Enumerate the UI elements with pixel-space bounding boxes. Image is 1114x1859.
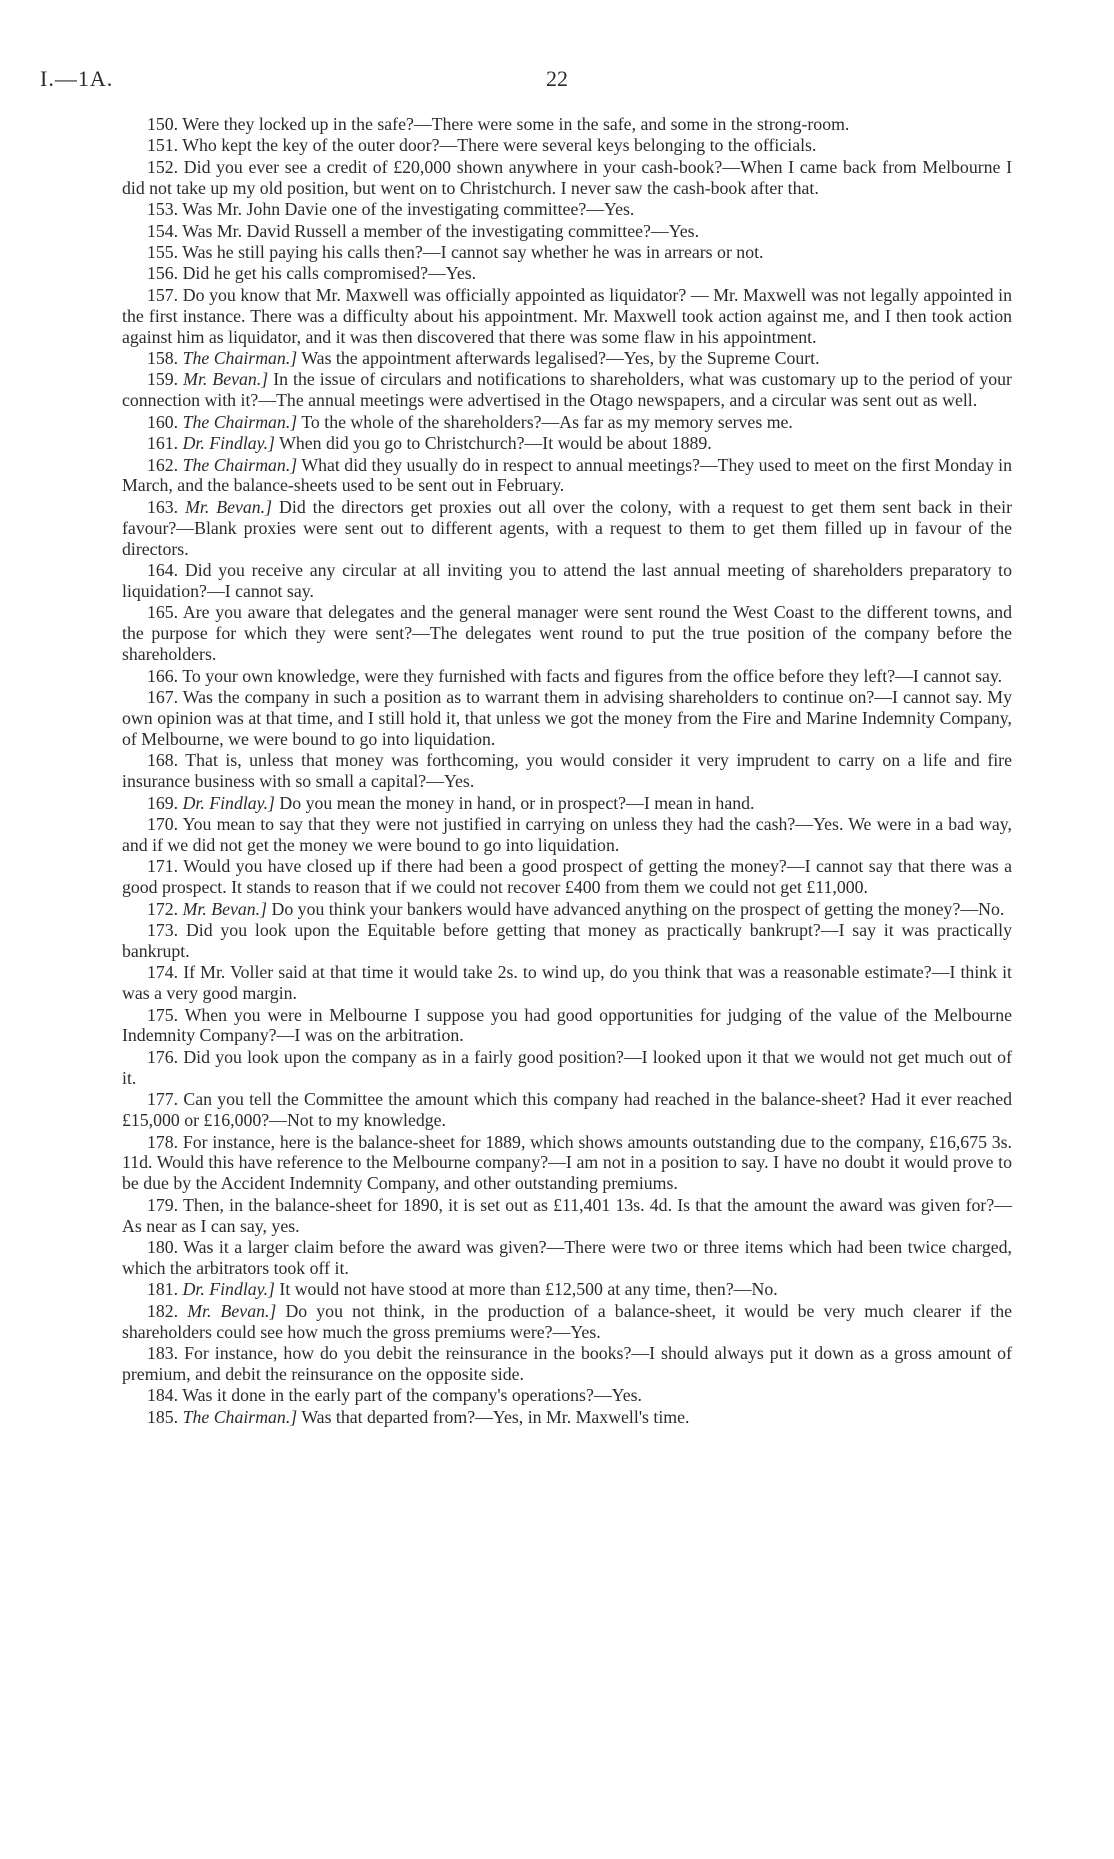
question-answer-paragraph bbox=[122, 687, 1012, 750]
question-answer-paragraph bbox=[122, 1301, 1012, 1343]
paragraph-text: Did you look upon the Equitable before getting that money as practically bankrupt?—I say it was practically bankrupt. bbox=[122, 919, 1012, 961]
question-answer-paragraph bbox=[122, 199, 1012, 220]
paragraph-text: Was it a larger claim before the award was given?—There were two or three items which had been twice charged, which the arbitrators took off it. bbox=[122, 1237, 1013, 1278]
question-answer-paragraph bbox=[122, 242, 1012, 263]
paragraph-text: Did you look upon the company as in a fairly good position?—I looked upon it that we would not get much out of it. bbox=[122, 1046, 1012, 1088]
paragraph-text: Were they locked up in the safe?—There were some in the safe, and some in the strong-room. bbox=[182, 114, 850, 134]
question-answer-paragraph bbox=[122, 1385, 1012, 1406]
paragraph-text: You mean to say that they were not justified in carrying on unless they had the cash?—Yes. We were in a bad way, and if we did not get the money we were bound to go into liquidation. bbox=[122, 813, 1012, 855]
question-number: 157. bbox=[147, 284, 179, 305]
speaker-label: The Chairman.] bbox=[182, 454, 298, 475]
paragraph-text: Was it done in the early part of the company's operations?—Yes. bbox=[182, 1385, 642, 1406]
question-number: 178. bbox=[147, 1131, 179, 1152]
question-number: 180. bbox=[147, 1237, 179, 1258]
question-number: 159. bbox=[147, 369, 179, 390]
question-number: 182. bbox=[147, 1300, 179, 1321]
question-number: 153. bbox=[147, 199, 179, 220]
speaker-label: Mr. Bevan.] bbox=[185, 496, 273, 517]
question-answer-paragraph bbox=[122, 962, 1012, 1004]
question-answer-paragraph bbox=[122, 856, 1012, 898]
paragraph-text: Do you mean the money in hand, or in prospect?—I mean in hand. bbox=[279, 792, 755, 813]
question-answer-paragraph bbox=[122, 1089, 1012, 1131]
question-answer-paragraph bbox=[122, 814, 1012, 856]
speaker-label: The Chairman.] bbox=[182, 1406, 298, 1427]
paragraph-text: When did you go to Christchurch?—It would be about 1889. bbox=[279, 433, 712, 454]
paragraph-text: Did you receive any circular at all inviting you to attend the last annual meeting of shareholders preparatory to liquidation?—I cannot say. bbox=[122, 560, 1012, 601]
question-number: 162. bbox=[147, 454, 179, 475]
testimony-body bbox=[122, 114, 1012, 1428]
question-number: 160. bbox=[147, 411, 179, 432]
question-number: 183. bbox=[147, 1343, 179, 1364]
paragraph-text: Are you aware that delegates and the general manager were sent round the West Coast to the different towns, and the purpose for which they were sent?—The delegates went round to put the true position of the company before the shareholders. bbox=[122, 602, 1012, 665]
question-answer-paragraph bbox=[122, 1279, 1012, 1300]
question-answer-paragraph bbox=[122, 1343, 1012, 1385]
question-answer-paragraph bbox=[122, 135, 1012, 156]
question-answer-paragraph bbox=[122, 412, 1012, 433]
question-number: 176. bbox=[147, 1046, 179, 1067]
paragraph-text: Did he get his calls compromised?—Yes. bbox=[182, 263, 477, 284]
question-answer-paragraph bbox=[122, 114, 1012, 135]
question-answer-paragraph bbox=[122, 750, 1012, 792]
speaker-label: Dr. Findlay.] bbox=[182, 433, 275, 454]
question-answer-paragraph bbox=[122, 348, 1012, 369]
question-answer-paragraph bbox=[122, 263, 1012, 284]
question-number: 165. bbox=[147, 602, 179, 623]
question-number: 168. bbox=[147, 750, 179, 771]
question-number: 179. bbox=[147, 1194, 179, 1215]
speaker-label: Mr. Bevan.] bbox=[187, 1300, 277, 1321]
question-answer-paragraph bbox=[122, 221, 1012, 242]
question-number: 152. bbox=[147, 156, 179, 177]
question-number: 169. bbox=[147, 792, 179, 813]
question-answer-paragraph bbox=[122, 1407, 1012, 1428]
question-number: 151. bbox=[147, 135, 179, 156]
question-answer-paragraph bbox=[122, 920, 1012, 962]
question-number: 171. bbox=[147, 856, 179, 877]
question-answer-paragraph bbox=[122, 1005, 1012, 1047]
paragraph-text: When you were in Melbourne I suppose you had good opportunities for judging of the value of the Melbourne Indemnity Company?—I was on the arbitration. bbox=[122, 1004, 1013, 1046]
paragraph-text: Do you not think, in the production of a balance-sheet, it would be very much clearer if the shareholders could see how much the gross premiums were?—Yes. bbox=[122, 1300, 1012, 1342]
question-number: 172. bbox=[147, 898, 179, 919]
speaker-label: Dr. Findlay.] bbox=[182, 792, 275, 813]
paragraph-text: To your own knowledge, were they furnished with facts and figures from the office before they left?—I cannot say. bbox=[182, 665, 1003, 686]
paragraph-text: For instance, here is the balance-sheet for 1889, which shows amounts outstanding due to the company, £16,675 3s. 11d. Would this have reference to the Melbourne company?—I am not in a position to say. I have no doubt it would prove to be due by the Accident Indemnity Company, and other outstanding premiums. bbox=[122, 1131, 1012, 1194]
paragraph-text: Was Mr. John Davie one of the investigating committee?—Yes. bbox=[182, 199, 635, 220]
question-answer-paragraph bbox=[122, 1132, 1012, 1195]
question-number: 174. bbox=[147, 962, 179, 983]
paragraph-text: Was the appointment afterwards legalised?—Yes, by the Supreme Court. bbox=[301, 347, 820, 368]
speaker-label: Dr. Findlay.] bbox=[182, 1279, 275, 1300]
question-number: 167. bbox=[147, 686, 179, 707]
paragraph-text: Do you know that Mr. Maxwell was officially appointed as liquidator? — Mr. Maxwell was not legally appointed in the first instance. There was a difficulty about his appointment. Mr. Maxwell took action against me, and I then took action against him as liquidator, and it was then discovered that there was some flaw in his appointment. bbox=[122, 284, 1012, 347]
question-answer-paragraph bbox=[122, 560, 1012, 602]
question-answer-paragraph bbox=[122, 455, 1012, 497]
question-number: 184. bbox=[147, 1385, 179, 1406]
paragraph-text: Was the company in such a position as to warrant them in advising shareholders to continue on?—I cannot say. My own opinion was at that time, and I still hold it, that unless we got the money from the Fire and Marine Indemnity Company, of Melbourne, we were bound to go into liquidation. bbox=[122, 686, 1012, 749]
question-answer-paragraph bbox=[122, 602, 1012, 665]
question-answer-paragraph bbox=[122, 285, 1012, 348]
page-header bbox=[40, 68, 1074, 98]
question-answer-paragraph bbox=[122, 433, 1012, 454]
paragraph-text: It would not have stood at more than £12,500 at any time, then?—No. bbox=[279, 1279, 778, 1300]
question-number: 181. bbox=[147, 1279, 179, 1300]
paragraph-text: Would you have closed up if there had been a good prospect of getting the money?—I cannot say that there was a good prospect. It stands to reason that if we could not recover £400 from them we could not get £11,000. bbox=[122, 856, 1012, 898]
question-answer-paragraph bbox=[122, 1195, 1012, 1237]
paragraph-text: If Mr. Voller said at that time it would take 2s. to wind up, do you think that was a reasonable estimate?—I think it was a very good margin. bbox=[122, 962, 1013, 1004]
question-number: 156. bbox=[147, 263, 179, 284]
question-answer-paragraph bbox=[122, 793, 1012, 814]
speaker-label: Mr. Bevan.] bbox=[182, 898, 268, 919]
question-number: 155. bbox=[147, 241, 179, 262]
question-number: 173. bbox=[147, 919, 179, 940]
question-number: 161. bbox=[147, 433, 179, 454]
question-answer-paragraph bbox=[122, 1047, 1012, 1089]
paragraph-text: Who kept the key of the outer door?—There were several keys belonging to the officials. bbox=[182, 135, 817, 156]
paragraph-text: Then, in the balance-sheet for 1890, it is set out as £11,401 13s. 4d. Is that the amount the award was given for?—As near as I can say, yes. bbox=[122, 1194, 1012, 1236]
speaker-label: The Chairman.] bbox=[182, 347, 298, 368]
document-reference: I.—1A. bbox=[40, 66, 114, 91]
speaker-label: Mr. Bevan.] bbox=[183, 369, 269, 390]
page-number: 22 bbox=[546, 66, 568, 91]
question-answer-paragraph bbox=[122, 369, 1012, 411]
question-number: 158. bbox=[147, 347, 179, 368]
paragraph-text: Did the directors get proxies out all over the colony, with a request to get them sent back in their favour?—Blank proxies were sent out to different agents, with a request to them to get them filled up in favour of the directors. bbox=[122, 496, 1012, 559]
question-answer-paragraph bbox=[122, 899, 1012, 920]
paragraph-text: Do you think your bankers would have advanced anything on the prospect of getting the money?—No. bbox=[271, 898, 1005, 919]
question-answer-paragraph bbox=[122, 497, 1012, 560]
paragraph-text: Can you tell the Committee the amount which this company had reached in the balance-sheet? Had it ever reached £15,000 or £16,000?—Not to my knowledge. bbox=[122, 1089, 1012, 1131]
speaker-label: The Chairman.] bbox=[182, 411, 298, 432]
question-number: 175. bbox=[147, 1004, 179, 1025]
question-number: 154. bbox=[147, 220, 179, 241]
paragraph-text: Was he still paying his calls then?—I cannot say whether he was in arrears or not. bbox=[182, 241, 764, 262]
question-answer-paragraph bbox=[122, 666, 1012, 687]
question-number: 164. bbox=[147, 560, 179, 581]
paragraph-text: In the issue of circulars and notifications to shareholders, what was customary up to the period of your connection with it?—The annual meetings were advertised in the Otago newspapers, and a circular was sent out as well. bbox=[122, 369, 1012, 411]
question-answer-paragraph bbox=[122, 157, 1012, 199]
paragraph-text: To the whole of the shareholders?—As far as my memory serves me. bbox=[301, 411, 793, 432]
paragraph-text: What did they usually do in respect to annual meetings?—They used to meet on the first Monday in March, and the balance-sheets used to be sent out in February. bbox=[122, 454, 1013, 496]
paragraph-text: Was that departed from?—Yes, in Mr. Maxwell's time. bbox=[301, 1406, 690, 1427]
paragraph-text: Was Mr. David Russell a member of the investigating committee?—Yes. bbox=[182, 220, 700, 241]
question-number: 163. bbox=[147, 496, 179, 517]
question-number: 150. bbox=[147, 114, 179, 134]
paragraph-text: For instance, how do you debit the reinsurance in the books?—I should always put it down as a gross amount of premium, and debit the reinsurance on the opposite side. bbox=[122, 1343, 1012, 1384]
paragraph-text: That is, unless that money was forthcoming, you would consider it very imprudent to carry on a life and fire insurance business with so small a capital?—Yes. bbox=[122, 750, 1012, 792]
question-number: 185. bbox=[147, 1406, 179, 1427]
paragraph-text: Did you ever see a credit of £20,000 shown anywhere in your cash-book?—When I came back from Melbourne I did not take up my old position, but went on to Christchurch. I never saw the cash-book after that. bbox=[122, 156, 1012, 198]
question-number: 170. bbox=[147, 813, 179, 834]
question-answer-paragraph bbox=[122, 1237, 1012, 1279]
question-number: 177. bbox=[147, 1089, 179, 1110]
question-number: 166. bbox=[147, 665, 179, 686]
